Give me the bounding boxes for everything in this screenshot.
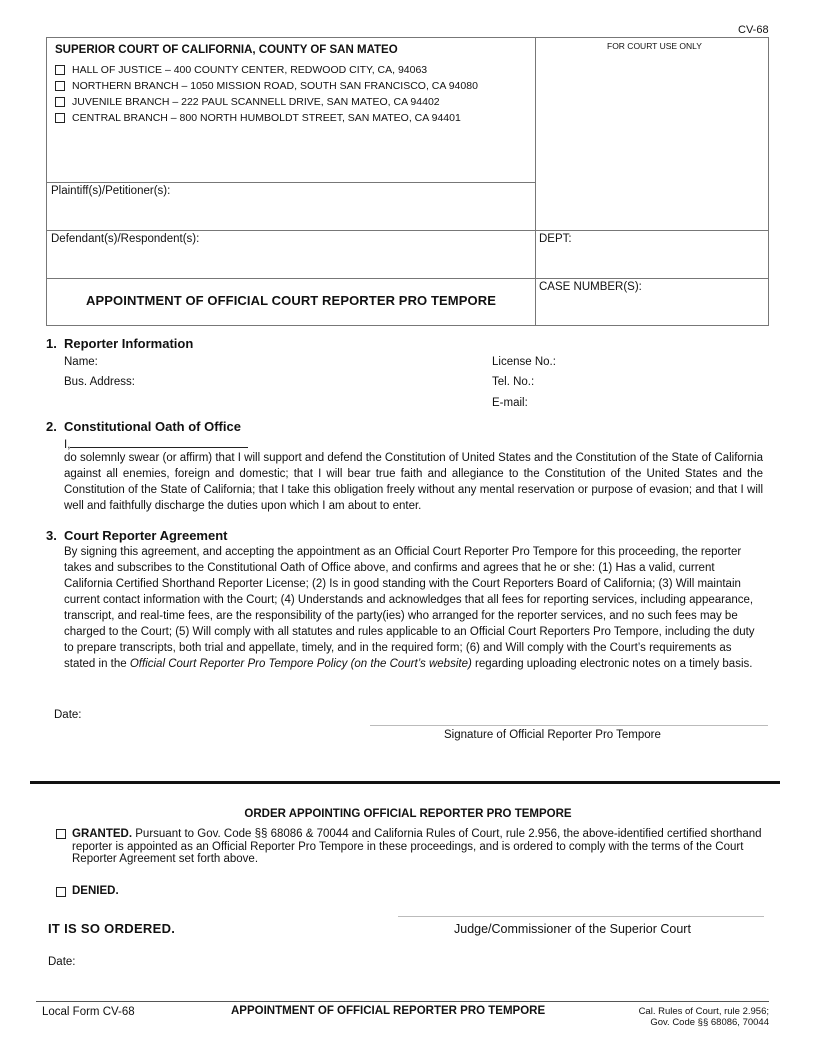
branch-label: HALL OF JUSTICE – 400 COUNTY CENTER, REDWOOD CITY, CA, 94063: [72, 64, 428, 76]
case-number-label: CASE NUMBER(S):: [539, 281, 642, 293]
agreement-text-main: By signing this agreement, and accepting the appointment as an Official Court Reporter Pro Tempore for this proceeding, the reporter takes and subscribes to the Constitutional Oath of Office above, and confirms and agrees that he or she: (1) Has a valid, current California Certified Shorthand Reporter License; (2) Is in good standing with the Court Reporters Board of California; (3) Will maintain current contact information with the Court; (4) Understands and acknowledges that all fees for reporting services, including appearance, transcript, and real-time fees, are the responsibility of the party(ies) who arranged for the reporter services, and no such fees may be charged to the Court; (5) Will comply with all statutes and rules applicable to an Official Court Reporters Pro Tempore, including the duty to prepare transcripts, both trial and appellate, timely, and in the required form; (6) and Will comply with the Court’s requirements as stated in the: [64, 546, 755, 670]
section3-heading: Court Reporter Agreement: [64, 528, 228, 543]
branch-checkbox[interactable]: [55, 113, 65, 123]
branch-label: JUVENILE BRANCH – 222 PAUL SCANNELL DRIVE, SAN MATEO, CA 94402: [72, 96, 440, 108]
oath-name-blank[interactable]: [70, 436, 248, 448]
section1-number: 1.: [46, 336, 57, 351]
section1-heading: Reporter Information: [64, 336, 194, 351]
court-name: SUPERIOR COURT OF CALIFORNIA, COUNTY OF SAN MATEO: [55, 44, 398, 56]
caption-box: [46, 37, 769, 326]
reporter-signature-line[interactable]: [370, 725, 768, 726]
branch-option-juvenile[interactable]: [55, 96, 440, 108]
branch-checkbox[interactable]: [55, 81, 65, 91]
dept-label: DEPT:: [539, 233, 572, 245]
caption-divider: [535, 38, 536, 325]
order-date-label: Date:: [48, 956, 76, 968]
email-label: E-mail:: [492, 397, 528, 409]
tel-label: Tel. No.:: [492, 376, 535, 388]
denied-label: DENIED.: [72, 885, 119, 897]
section2-number: 2.: [46, 419, 57, 434]
reporter-address-label: Bus. Address:: [64, 376, 135, 388]
granted-label: GRANTED.: [72, 828, 133, 840]
footer-title: APPOINTMENT OF OFFICIAL REPORTER PRO TEMPORE: [231, 1005, 546, 1017]
footer-rule: [36, 1001, 769, 1002]
license-label: License No.:: [492, 356, 556, 368]
branch-checkbox[interactable]: [55, 65, 65, 75]
section3-number: 3.: [46, 528, 57, 543]
judge-label: Judge/Commissioner of the Superior Court: [454, 922, 691, 936]
reporter-date-label: Date:: [54, 709, 82, 721]
defendant-divider: [47, 230, 768, 231]
oath-text: do solemnly swear (or affirm) that I will support and defend the Constitution of United States and the Constitution of the State of California against all enemies, foreign and domestic; that I will bear true faith and allegiance to the Constitution of the United States and the Constitution of the State of California; that I take this obligation freely without any mental reservation or purpose of evasion; and that I will well and faithfully discharge the duties upon which I am about to enter.: [64, 452, 763, 512]
branch-label: NORTHERN BRANCH – 1050 MISSION ROAD, SOUTH SAN FRANCISCO, CA 94080: [72, 80, 478, 92]
agreement-text-end: regarding uploading electronic notes on a timely basis.: [471, 658, 753, 670]
granted-text: [72, 828, 768, 866]
oath-prefix: I,: [64, 439, 71, 451]
title-divider: [47, 278, 768, 279]
plaintiff-divider: [47, 182, 535, 183]
reporter-name-label: Name:: [64, 356, 98, 368]
footer-form-id: Local Form CV-68: [42, 1006, 135, 1018]
branch-option-hall-of-justice[interactable]: [55, 64, 427, 76]
footer-citation-2: Gov. Code §§ 68086, 70044: [650, 1017, 769, 1028]
form-code: CV-68: [738, 24, 769, 36]
judge-signature-line[interactable]: [398, 916, 764, 917]
footer-citation-1: Cal. Rules of Court, rule 2.956;: [638, 1006, 769, 1017]
order-title: ORDER APPOINTING OFFICIAL REPORTER PRO TEMPORE: [244, 808, 572, 820]
so-ordered: IT IS SO ORDERED.: [48, 921, 176, 936]
court-use-label: FOR COURT USE ONLY: [607, 41, 702, 51]
branch-label: CENTRAL BRANCH – 800 NORTH HUMBOLDT STREET, SAN MATEO, CA 94401: [72, 112, 461, 124]
agreement-text: [64, 544, 763, 672]
branch-option-northern[interactable]: [55, 80, 478, 92]
policy-reference: Official Court Reporter Pro Tempore Policy (on the Court’s website): [129, 658, 472, 670]
granted-body: Pursuant to Gov. Code §§ 68086 & 70044 and California Rules of Court, rule 2.956, the above-identified certified shorthand reporter is appointed as an Official Reporter Pro Tempore in these proceedings, and is ordered to comply with the terms of the Court Reporter Agreement set forth above.: [72, 828, 762, 865]
denied-checkbox[interactable]: [56, 887, 66, 897]
oath-name-line: [64, 436, 248, 451]
plaintiff-label: Plaintiff(s)/Petitioner(s):: [51, 185, 171, 197]
section-divider: [30, 781, 780, 784]
granted-checkbox[interactable]: [56, 829, 66, 839]
document-title: APPOINTMENT OF OFFICIAL COURT REPORTER PRO TEMPORE: [86, 293, 496, 308]
section2-heading: Constitutional Oath of Office: [64, 419, 241, 434]
branch-checkbox[interactable]: [55, 97, 65, 107]
defendant-label: Defendant(s)/Respondent(s):: [51, 233, 200, 245]
branch-option-central[interactable]: [55, 112, 461, 124]
reporter-signature-label: Signature of Official Reporter Pro Tempore: [444, 729, 661, 741]
